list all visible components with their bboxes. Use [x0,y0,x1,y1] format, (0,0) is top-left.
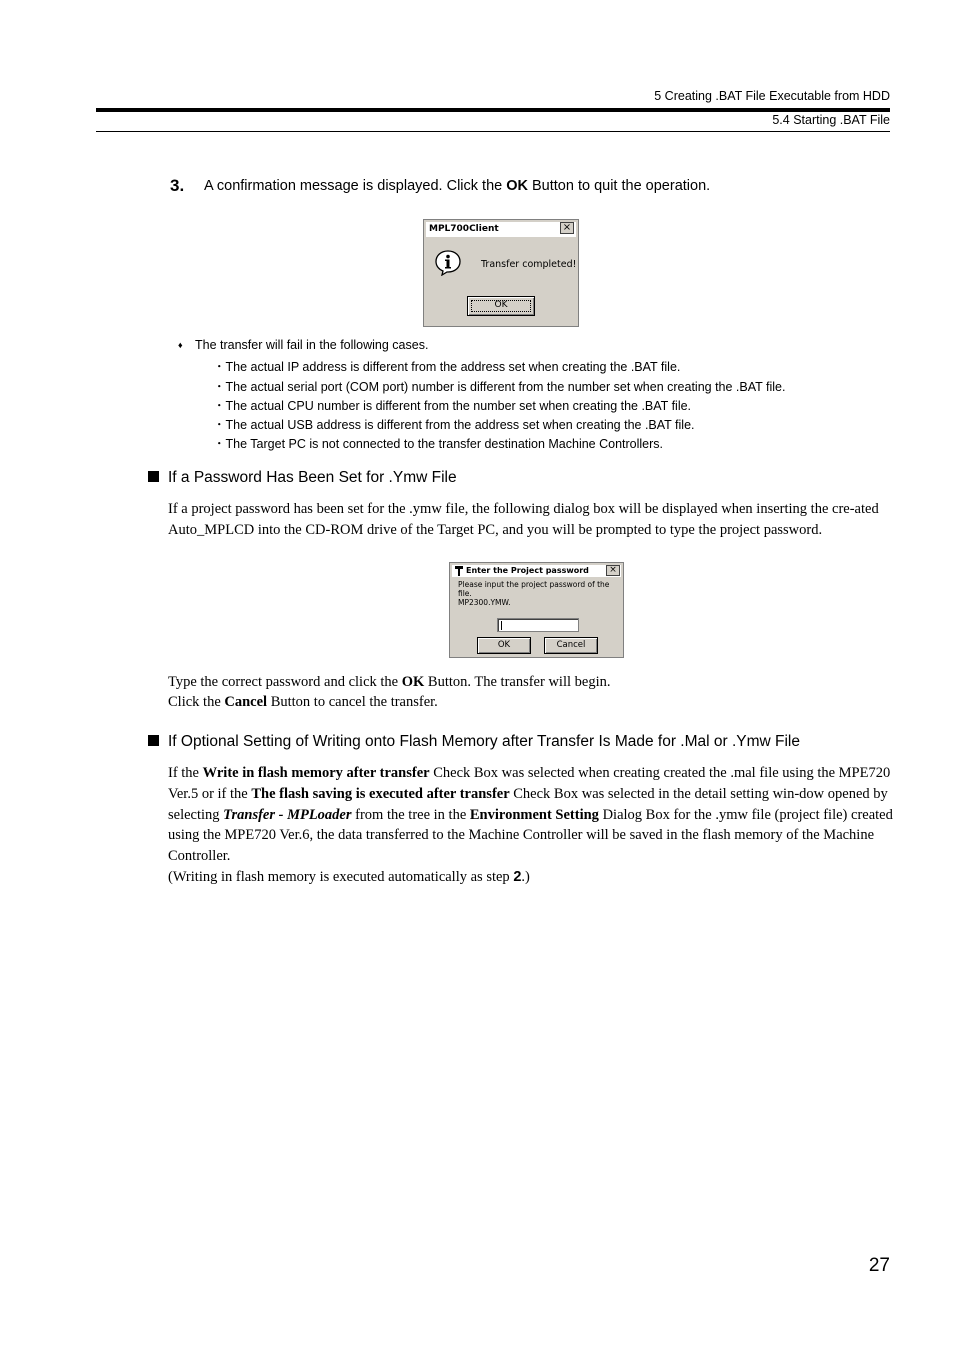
running-header-section: 5.4 Starting .BAT File [772,113,890,127]
note-item: ・The actual IP address is different from the address set when creating the .BAT file. [213,360,681,374]
close-icon[interactable]: × [606,565,620,576]
note-item: ・The actual CPU number is different from the number set when creating the .BAT file. [213,399,692,413]
header-subrule [96,131,890,132]
pin-icon [455,566,463,576]
page-number: 27 [868,1255,890,1276]
dialog-message: Please input the project password of the file. MP2300.YMW. [458,580,610,607]
dialog-title: MPL700Client [426,222,576,237]
section-square-icon [148,735,159,746]
step-number: 3. [170,176,185,195]
header-rule [96,108,890,112]
note-item: ・The actual serial port (COM port) number is different from the number set when creating the .BAT file. [213,380,786,394]
cancel-button[interactable]: Cancel [544,637,598,654]
ok-button[interactable]: OK [477,637,531,654]
note-item: ・The Target PC is not connected to the transfer destination Machine Controllers. [213,437,664,451]
ok-button[interactable]: OK [467,296,535,316]
section-title-password: If a Password Has Been Set for .Ymw File [168,469,457,486]
password-input[interactable] [497,618,579,632]
close-icon[interactable]: × [560,222,574,234]
dialog-title: Enter the Project password [452,565,621,577]
flash-note: (Writing in flash memory is executed automatically as step 2.) [168,869,530,885]
password-instruction-ok: Type the correct password and click the OK Button. The transfer will begin. [168,674,611,690]
flash-paragraph: If the Write in flash memory after transfer Check Box was selected when creating created the .mal file using the MPE720 Ver.5 or if the The flash saving is executed after transfer Check Box was selected in the detail setting win-dow opened by selecting Transfer - MPLoader from the tree in the Environment Setting Dialog Box for the .ymw file (project file) created using the MPE720 Ver.6, the data transferred to the Machine Controller will be saved in the flash memory of the Machine Controller. [168,765,893,865]
password-instruction-cancel: Click the Cancel Button to cancel the transfer. [168,694,438,710]
section-title-flash: If Optional Setting of Writing onto Flash Memory after Transfer Is Made for .Mal or .Ymw File [168,733,800,750]
note-item: ・The actual USB address is different from the address set when creating the .BAT file. [213,418,695,432]
info-icon [435,250,461,276]
transfer-complete-dialog [423,219,579,327]
password-dialog [449,562,624,658]
dialog-message: Transfer completed! [481,259,577,270]
step-text: A confirmation message is displayed. Click the OK Button to quit the operation. [204,178,711,194]
note-bullet: ♦ The transfer will fail in the following cases. [178,338,429,352]
running-header-chapter: 5 Creating .BAT File Executable from HDD [654,89,890,103]
password-paragraph: If a project password has been set for the .ymw file, the following dialog box will be displayed when inserting the cre-ated Auto_MPLCD into the CD-ROM drive of the Target PC, and you will be prompted to type the project password. [168,501,879,538]
section-square-icon [148,471,159,482]
